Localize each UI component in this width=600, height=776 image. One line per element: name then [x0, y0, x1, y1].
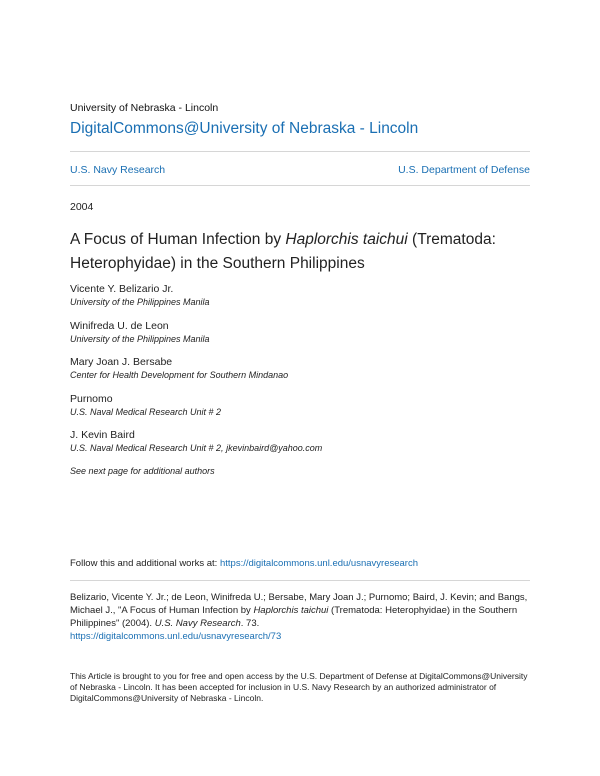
follow-text: Follow this and additional works at:: [70, 558, 220, 569]
title-species: Haplorchis taichui: [285, 231, 408, 248]
divider-series: [70, 185, 530, 186]
access-statement: This Article is brought to you for free and open access by the U.S. Department of Defense at DigitalCommons@University of Nebraska - Lincoln. It has been accepted for inclusion in U.S. Navy Research by an authorized administrator of DigitalCommons@University of Nebraska - Lincoln.: [70, 671, 528, 703]
author-affiliation: Center for Health Development for Southern Mindanao: [70, 370, 289, 380]
follow-line: [70, 558, 418, 569]
follow-link[interactable]: https://digitalcommons.unl.edu/usnavyresearch: [219, 558, 418, 569]
author-name: Vicente Y. Belizario Jr.: [70, 283, 174, 295]
divider-top: [70, 151, 530, 152]
citation-journal: U.S. Navy Research: [154, 618, 241, 629]
see-next-page-note: See next page for additional authors: [70, 466, 215, 476]
author-affiliation: U.S. Naval Medical Research Unit # 2, jkevinbaird@yahoo.com: [70, 443, 323, 453]
author-affiliation: U.S. Naval Medical Research Unit # 2: [70, 407, 222, 417]
institution-name: University of Nebraska - Lincoln: [70, 102, 219, 114]
author-affiliation: University of the Philippines Manila: [70, 297, 210, 307]
citation-species: Haplorchis taichui: [253, 605, 329, 616]
article-title: [70, 228, 540, 276]
author-name: Purnomo: [70, 393, 113, 405]
series-link-navy-research[interactable]: U.S. Navy Research: [70, 164, 166, 176]
author-name: Winifreda U. de Leon: [70, 320, 169, 332]
citation-title-rest: (Trematoda: Heterophyidae) in the Southern Philippines" (2004).: [70, 605, 518, 629]
publication-year: 2004: [70, 201, 94, 213]
title-part-2: (Trematoda: Heterophyidae) in the Southern Philippines: [70, 231, 496, 272]
series-link-department-of-defense[interactable]: U.S. Department of Defense: [398, 164, 530, 176]
citation-link[interactable]: https://digitalcommons.unl.edu/usnavyresearch/73: [70, 631, 282, 642]
citation-number: . 73.: [240, 618, 260, 629]
citation-authors: Belizario, Vicente Y. Jr.; de Leon, Winifreda U.; Bersabe, Mary Joan J.; Purnomo; Baird, J. Kevin; and Bangs, Michael J., "A Focus of Human Infection by: [70, 592, 528, 616]
author-name: J. Kevin Baird: [70, 429, 135, 441]
author-affiliation: University of the Philippines Manila: [70, 334, 210, 344]
title-part-1: A Focus of Human Infection by: [70, 231, 286, 248]
divider-citation: [70, 580, 530, 581]
repository-title-link[interactable]: DigitalCommons@University of Nebraska - Lincoln: [70, 120, 419, 137]
author-name: Mary Joan J. Bersabe: [70, 356, 173, 368]
recommended-citation: [70, 591, 532, 643]
